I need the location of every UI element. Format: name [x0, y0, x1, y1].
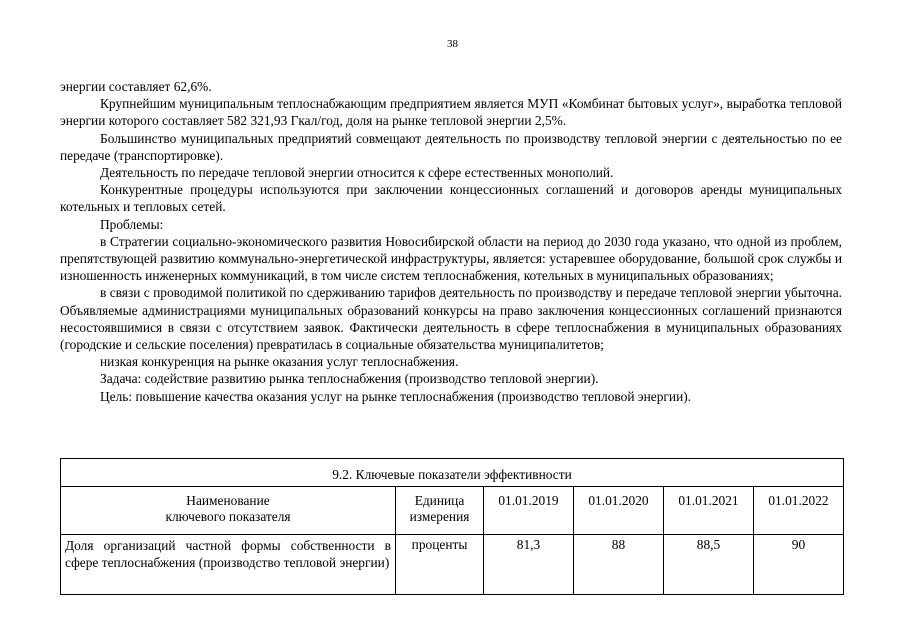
value-2019-cell: 81,3: [484, 535, 574, 595]
paragraph: энергии составляет 62,6%.: [60, 79, 212, 94]
body-text: [60, 78, 842, 405]
header-indicator-name: [61, 487, 396, 535]
table-row: [61, 535, 844, 595]
value-2020-cell: 88: [574, 535, 664, 595]
header-name-line2: ключевого показателя: [165, 509, 291, 524]
paragraph: Конкурентные процедуры используются при заключении концессионных соглашений и договоров аренды муниципальных котельных и тепловых сетей.: [60, 182, 842, 215]
paragraph: низкая конкуренция на рынке оказания услуг теплоснабжения.: [100, 354, 459, 370]
kpi-table: [60, 458, 844, 595]
header-date-2022: 01.01.2022: [754, 487, 844, 535]
header-unit: [396, 487, 484, 535]
header-date-2020: 01.01.2020: [574, 487, 664, 535]
paragraph: в связи с проводимой политикой по сдерживанию тарифов деятельность по производству и передаче тепловой энергии убыточна. Объявляемые администрациями муниципальных образований конкурсы на право заключения концессионных соглашений признаются несостоявшимися в связи с отсутствием заявок. Фактически деятельность в сфере теплоснабжения в муниципальных образованиях (городские и сельские поселения) превратилась в социальные обязательства муниципалитетов;: [60, 285, 842, 353]
table-caption: 9.2. Ключевые показатели эффективности: [61, 459, 844, 487]
paragraph: Большинство муниципальных предприятий совмещают деятельность по производству тепловой энергии с деятельностью по ее передаче (транспортировке).: [60, 130, 842, 163]
paragraph: Цель: повышение качества оказания услуг на рынке теплоснабжения (производство тепловой энергии).: [100, 388, 692, 404]
header-unit-line1: Единица: [414, 493, 465, 508]
indicator-name-cell: Доля организаций частной формы собственности в сфере теплоснабжения (производство тепловой энергии): [61, 535, 396, 595]
table-header-row: [61, 487, 844, 535]
page-number: 38: [447, 38, 458, 50]
header-date-2021: 01.01.2021: [664, 487, 754, 535]
header-name-line1: Наименование: [186, 493, 270, 508]
paragraph: Крупнейшим муниципальным теплоснабжающим предприятием является МУП «Комбинат бытовых услуг», выработка тепловой энергии которого составляет 582 321,93 Гкал/год, доля на рынке тепловой энергии 2,5%.: [60, 96, 842, 129]
paragraph: Задача: содействие развитию рынка теплоснабжения (производство тепловой энергии).: [100, 371, 599, 387]
value-2022-cell: 90: [754, 535, 844, 595]
header-unit-line2: измерения: [409, 509, 470, 524]
paragraph: Проблемы:: [100, 216, 164, 232]
table-caption-row: [61, 459, 844, 487]
paragraph: в Стратегии социально-экономического развития Новосибирской области на период до 2030 года указано, что одной из проблем, препятствующей развитию коммунально-энергетической инфраструктуры, является: устаревшее оборудование, большой срок службы и изношенность инженерных коммуникаций, в том числе систем теплоснабжения, котельных в муниципальных образованиях;: [60, 233, 842, 284]
header-date-2019: 01.01.2019: [484, 487, 574, 535]
value-2021-cell: 88,5: [664, 535, 754, 595]
paragraph: Деятельность по передаче тепловой энергии относится к сфере естественных монополий.: [100, 165, 614, 181]
unit-cell: проценты: [396, 535, 484, 595]
